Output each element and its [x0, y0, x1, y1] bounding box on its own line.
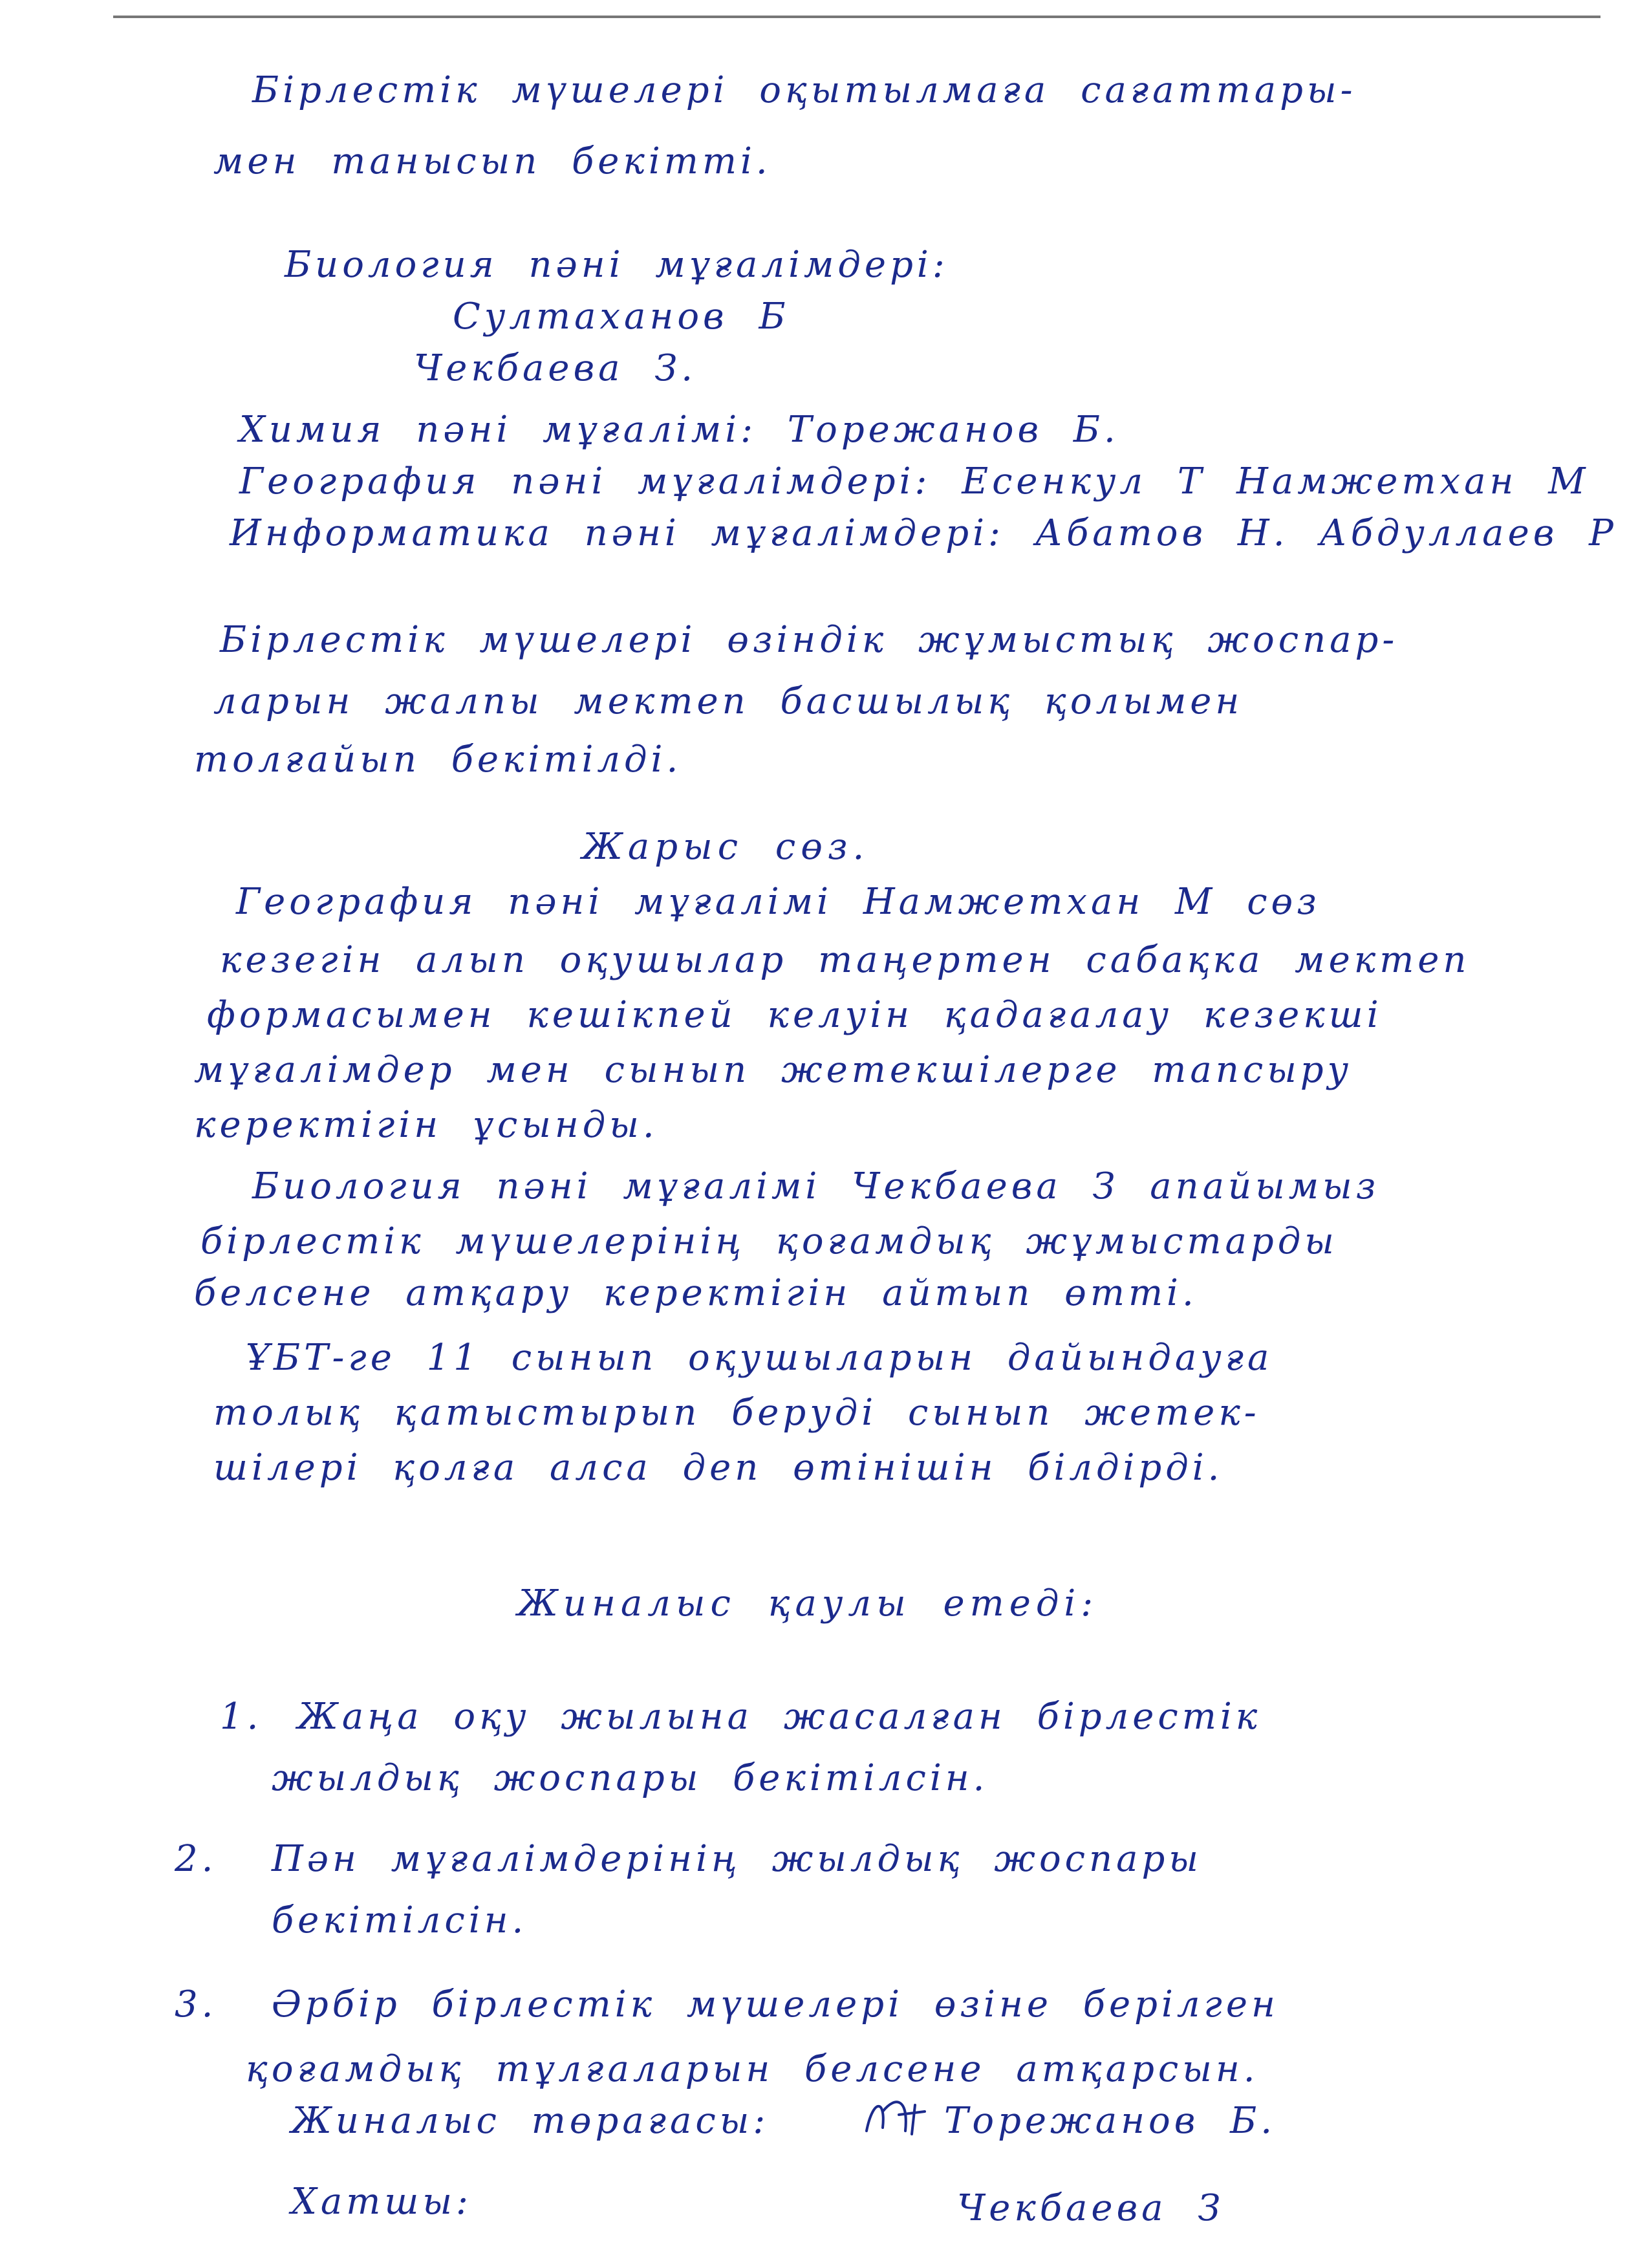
biology-teacher-2: Чекбаева З.	[414, 347, 697, 389]
secretary-label: Хатшы:	[291, 2181, 472, 2223]
decision-item-1-line-2: жылдық жоспары бекітілсін.	[272, 1757, 989, 1799]
debate-p1-line-4: мұғалімдер мен сынып жетекшілерге тапсыру	[194, 1049, 1353, 1091]
intro-line-2: мен танысып бекітті.	[213, 140, 771, 182]
biology-teachers-heading: Биология пәні мұғалімдері:	[285, 244, 949, 286]
informatics-teachers: Информатика пәні мұғалімдері: Абатов Н. Абдуллаев Р	[230, 512, 1617, 554]
decision-item-1-number: 1.	[220, 1696, 263, 1738]
plans-line-2: ларын жалпы мектеп басшылық қолымен	[213, 680, 1244, 722]
debate-p1-line-5: керектігін ұсынды.	[194, 1104, 658, 1146]
top-edge-rule	[113, 16, 1600, 18]
decision-item-1-line-1: Жаңа оқу жылына жасалған бірлестік	[297, 1696, 1262, 1738]
debate-p3-line-3: шілері қолға алса деп өтінішін білдірді.	[213, 1447, 1223, 1489]
debate-p2-line-1: Биология пәні мұғалімі Чекбаева З апайымыз	[252, 1165, 1380, 1207]
decision-item-2-line-1: Пән мұғалімдерінің жылдық жоспары	[272, 1838, 1202, 1880]
decision-item-3-line-2: қоғамдық тұлғаларын белсене атқарсын.	[246, 2048, 1259, 2090]
biology-teacher-1: Султаханов Б	[453, 296, 790, 338]
geography-teachers: География пәні мұғалімдері: Есенкул Т Намжетхан М	[239, 460, 1590, 502]
decision-item-3-number: 3.	[175, 1983, 217, 2025]
debate-p1-line-2: кезегін алып оқушылар таңертен сабақка мектеп	[220, 939, 1471, 981]
debate-p3-line-2: толық қатыстырып беруді сынып жетек-	[213, 1392, 1260, 1434]
debate-p3-line-1: ҰБТ-ге 11 сынып оқушыларын дайындауға	[246, 1337, 1273, 1379]
secretary-name: Чекбаева З	[957, 2187, 1225, 2229]
debate-p1-line-1: География пәні мұғалімі Намжетхан М сөз	[236, 881, 1320, 923]
intro-line-1: Бірлестік мүшелері оқытылмаға сағаттары-	[252, 69, 1357, 111]
debate-p1-line-3: формасымен кешікпей келуін қадағалау кезекші	[207, 994, 1383, 1036]
debate-heading: Жарыс сөз.	[582, 826, 870, 868]
debate-p2-line-3: белсене атқару керектігін айтып өтті.	[194, 1272, 1198, 1314]
chair-signature-mark	[860, 2092, 931, 2144]
decision-heading: Жиналыс қаулы етеді:	[517, 1582, 1099, 1625]
plans-line-3: толғайып бекітілді.	[194, 739, 682, 781]
decision-item-3-line-1: Әрбір бірлестік мүшелері өзіне берілген	[272, 1983, 1279, 2025]
decision-item-2-number: 2.	[175, 1838, 217, 1880]
chair-name: Торежанов Б.	[944, 2100, 1277, 2142]
plans-line-1: Бірлестік мүшелері өзіндік жұмыстық жоспар-	[220, 619, 1399, 661]
debate-p2-line-2: бірлестік мүшелерінің қоғамдық жұмыстарды	[200, 1220, 1338, 1262]
chair-label: Жиналыс төрағасы:	[291, 2100, 770, 2142]
chemistry-teacher: Химия пәні мұғалімі: Торежанов Б.	[239, 409, 1119, 451]
decision-item-2-line-2: бекітілсін.	[272, 1899, 528, 1941]
